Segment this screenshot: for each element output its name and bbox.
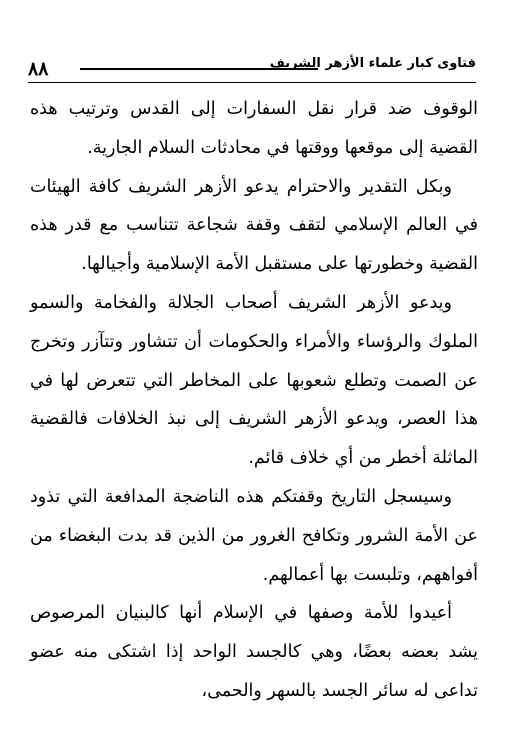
page-header bbox=[28, 56, 476, 86]
paragraph-5: أعيدوا للأمة وصفها في الإسلام أنها كالبنيان المرصوص يشد بعضه بعضًا، وهي كالجسد الواحد إذا اشتكى منه عضو تداعى له سائر الجسد بالسهر والحمى، bbox=[30, 603, 478, 701]
paragraph-2: وبكل التقدير والاحترام يدعو الأزهر الشريف كافة الهيئات في العالم الإسلامي لتقف وقفة شجاعة تتناسب مع قدر هذه القضية وخطورتها على مستقبل الأمة الإسلامية وأجيالها. bbox=[30, 176, 478, 275]
body-text bbox=[30, 90, 478, 711]
header-underline bbox=[28, 82, 476, 83]
page-number: ٨٨ bbox=[28, 58, 49, 80]
paragraph-4: وسيسجل التاريخ وقفتكم هذه الناضجة المدافعة التي تذود عن الأمة الشرور وتكافح الغرور من الذين قد بدت البغضاء من أفواههم، وتلبست بها أعمالهم. bbox=[30, 486, 478, 585]
paragraph-3: ويدعو الأزهر الشريف أصحاب الجلالة والفخامة والسمو الملوك والرؤساء والأمراء والحكومات أن تتشاور وتتآزر وتخرج عن الصمت وتطلع شعوبها على المخاطر التي تتعرض لها في هذا العصر، ويدعو الأزهر الشريف إلى نبذ الخلافات فالقضية الماثلة أخطر من أي خلاف قائم. bbox=[30, 292, 478, 469]
running-title: فتاوى كبار علماء الأزهر الشريف bbox=[269, 56, 476, 71]
paragraph-1: الوقوف ضد قرار نقل السفارات إلى القدس وترتيب هذه القضية إلى موقعها ووقتها في محادثات السلام الجارية. bbox=[30, 99, 478, 158]
